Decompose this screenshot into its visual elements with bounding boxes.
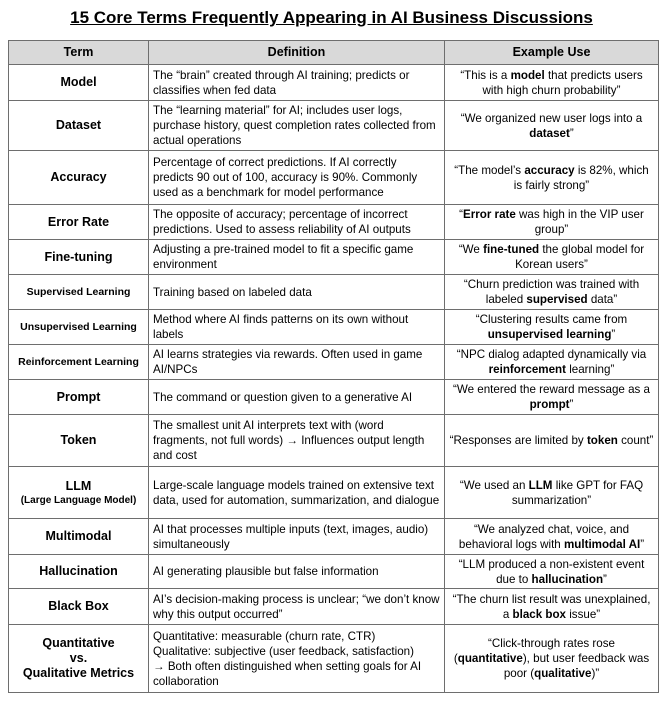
term-cell: Reinforcement Learning [9,345,149,380]
definition-cell: The smallest unit AI interprets text with (word fragments, not full words) → Influences output length and cost [149,415,445,467]
table-row [9,555,659,589]
table-row [9,589,659,625]
example-text: “Click-through rates rose ( [453,637,615,665]
example-text: “We organized new user logs into a [460,111,643,125]
example-text: like GPT for FAQ summarization” [511,478,644,507]
example-highlight: multimodal AI [563,537,641,551]
example-cell [445,345,659,380]
definition-cell: AI learns strategies via rewards. Often used in game AI/NPCs [149,345,445,380]
example-text: “LLM produced a non-existent event due to [458,557,645,586]
table-row [9,101,659,151]
example-cell [445,275,659,310]
term-cell: Model [9,65,149,101]
example-text: count” [617,434,654,447]
table-row [9,415,659,467]
example-text: is 82%, which is fairly strong” [513,163,649,192]
table-row [9,205,659,240]
definition-cell: AI generating plausible but false information [149,555,445,589]
example-highlight: unsupervised learning [487,328,612,341]
example-text: ” [603,572,607,586]
example-text: “Churn prediction was trained with labeled [463,278,640,306]
example-highlight: token [586,434,618,447]
term-cell [9,467,149,519]
table-row [9,380,659,415]
example-text: “ [459,208,463,221]
example-cell [445,467,659,519]
definition-cell: The command or question given to a generative AI [149,380,445,415]
header-definition: Definition [149,41,445,65]
example-text: the global model for Korean users” [515,243,645,271]
example-highlight: quantitative [457,652,523,665]
table-row [9,345,659,380]
term-line: Qualitative Metrics [22,666,135,680]
example-highlight: black box [512,607,566,621]
definition-cell [149,625,445,693]
table-row [9,467,659,519]
example-highlight: accuracy [524,163,575,177]
definition-cell: The “brain” created through AI training; predicts or classifies when fed data [149,65,445,101]
example-highlight: reinforcement [488,363,566,376]
term-cell: Dataset [9,101,149,151]
example-text: ” [611,328,616,341]
example-cell [445,101,659,151]
example-cell [445,240,659,275]
definition-cell: Method where AI finds patterns on its own without labels [149,310,445,345]
example-cell [445,380,659,415]
table-row [9,310,659,345]
term-cell [9,625,149,693]
term-line: Quantitative [42,636,115,650]
header-term: Term [9,41,149,65]
table-row [9,151,659,205]
term-cell: Prompt [9,380,149,415]
example-text: data” [587,293,618,306]
example-text: “Clustering results came from [475,313,628,326]
example-text: “NPC dialog adapted dynamically via [456,348,647,361]
example-text: )” [591,667,600,680]
example-text: ” [569,398,574,411]
example-highlight: dataset [529,126,570,140]
terms-table [8,40,659,693]
example-text: was high in the VIP user group” [515,208,644,236]
example-text: ” [569,126,574,140]
example-highlight: qualitative [534,667,592,680]
table-row [9,625,659,693]
example-text: “The model’s [454,163,525,177]
term-cell: Error Rate [9,205,149,240]
page-title: 15 Core Terms Frequently Appearing in AI Business Discussions [70,8,593,27]
example-text: “We used an [459,478,529,492]
example-cell [445,205,659,240]
example-cell [445,519,659,555]
example-highlight: LLM [528,478,553,492]
example-text: “We analyzed chat, voice, and behavioral logs with [458,522,630,551]
example-text: that predicts users with high churn probability” [482,68,643,97]
term-subtitle: (Large Language Model) [20,494,137,506]
term-cell: Supervised Learning [9,275,149,310]
example-cell [445,555,659,589]
term-main: LLM [65,478,92,493]
example-cell [445,65,659,101]
example-highlight: fine-tuned [483,243,540,256]
term-cell: Fine-tuning [9,240,149,275]
term-line: vs. [69,651,88,665]
definition-line: Quantitative: measurable (churn rate, CTR) [153,629,376,643]
definition-line: Qualitative: subjective (user feedback, satisfaction) [153,644,414,658]
definition-cell: Percentage of correct predictions. If AI correctly predicts 90 out of 100, accuracy is 90%. Commonly used as a benchmark for model performance [149,151,445,205]
example-text: ” [640,537,645,551]
example-text: “We [458,243,484,256]
term-cell: Hallucination [9,555,149,589]
header-example: Example Use [445,41,659,65]
term-cell: Token [9,415,149,467]
example-cell [445,151,659,205]
example-highlight: supervised [526,293,588,306]
example-highlight: prompt [529,398,570,411]
example-cell [445,625,659,693]
example-text: learning” [565,363,615,376]
definition-cell: The “learning material” for AI; includes user logs, purchase history, quest completion rates collected from actual operations [149,101,445,151]
definition-cell: Training based on labeled data [149,275,445,310]
term-cell: Multimodal [9,519,149,555]
example-highlight: Error rate [462,208,516,221]
definition-cell: The opposite of accuracy; percentage of incorrect predictions. Used to assess reliability of AI outputs [149,205,445,240]
example-cell [445,589,659,625]
definition-cell: Large-scale language models trained on extensive text data, used for automation, summarization, and dialogue [149,467,445,519]
example-text: ), but user feedback was poor ( [503,652,650,680]
example-cell [445,310,659,345]
example-text: “Responses are limited by [449,434,587,447]
header-row [9,41,659,65]
example-highlight: model [510,68,545,82]
example-text: “This is a [460,68,511,82]
table-row [9,240,659,275]
term-cell: Accuracy [9,151,149,205]
example-text: issue” [566,607,601,621]
example-cell [445,415,659,467]
example-text: “We entered the reward message as a [453,383,650,396]
definition-cell: AI’s decision-making process is unclear; “we don’t know why this output occurred” [149,589,445,625]
definition-cell: AI that processes multiple inputs (text, images, audio) simultaneously [149,519,445,555]
definition-cell: Adjusting a pre-trained model to fit a specific game environment [149,240,445,275]
term-cell: Unsupervised Learning [9,310,149,345]
definition-line: → Both often distinguished when setting goals for AI collaboration [153,659,422,688]
table-row [9,519,659,555]
example-text: “The churn list result was unexplained, a [452,592,651,621]
example-highlight: hallucination [531,572,604,586]
table-row [9,65,659,101]
table-row [9,275,659,310]
term-cell: Black Box [9,589,149,625]
